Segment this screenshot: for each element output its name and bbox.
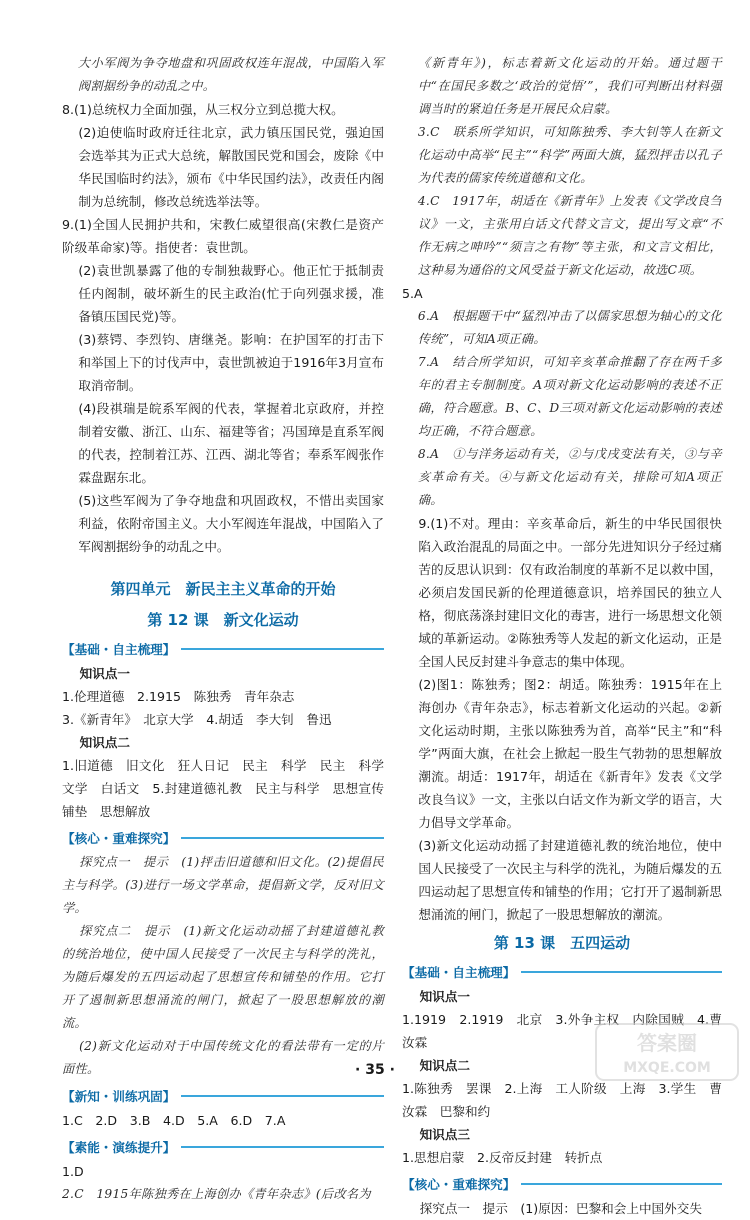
explore-point: 探究点二 提示 (1)新文化运动动摇了封建道德礼教的统治地位，使中国人民接受了一次民主与科学的洗礼，为随后爆发的五四运动起了思想宣传和铺垫的作用。它打开了遏制新思想涌流的闸门，掀起了一股思想解放的潮流。 <box>62 924 384 1030</box>
section-rule <box>181 1146 384 1148</box>
section-label: 【核心・重难探究】 <box>402 1176 516 1192</box>
section-rule <box>521 1183 722 1185</box>
left-column <box>62 52 397 1206</box>
answer-text: 《新青年》)，标志着新文化运动的开始。通过题干中“在国民多数之‘政治的觉悟’”，我们可判断出材料强调当时的紧迫任务是开展民众启蒙。 <box>417 56 722 116</box>
section-basic <box>402 961 722 983</box>
section-rule <box>521 971 722 973</box>
explore-point: (2)新文化运动对于中国传统文化的看法带有一定的片面性。 <box>62 1039 384 1076</box>
explore-point: 探究点一 提示 (1)原因：巴黎和会上中国外交失 <box>419 1201 702 1216</box>
section-practice <box>62 1085 384 1107</box>
answer-item: 7.A 结合所学知识，可知辛亥革命推翻了存在两千多年的君主专制制度。A项对新文化运动影响的表述不正确，符合题意。B、C、D三项对新文化运动影响的表述均正确，不符合题意。 <box>417 355 722 438</box>
answer-item: 3.C 联系所学知识，可知陈独秀、李大钊等人在新文化运动中高举“民主”“科学”两面大旗，猛烈抨击以孔子为代表的儒家传统道德和文化。 <box>417 125 722 185</box>
knowledge-point-heading: 知识点二 <box>79 735 130 750</box>
page-number-value: 35 <box>365 1062 385 1078</box>
section-label: 【新知・训练巩固】 <box>62 1088 176 1104</box>
lesson-12-title: 第 12 课 新文化运动 <box>147 611 299 629</box>
section-rule <box>181 1095 384 1097</box>
knowledge-answers: 3.《新青年》 北京大学 4.胡适 李大钊 鲁迅 <box>62 712 332 727</box>
knowledge-point-heading: 知识点三 <box>419 1127 470 1142</box>
section-label: 【核心・重难探究】 <box>62 830 176 846</box>
knowledge-answers: 1.伦理道德 2.1915 陈独秀 青年杂志 <box>62 689 295 704</box>
answer-item: (2)图1：陈独秀；图2：胡适。陈独秀：1915年在上海创办《青年杂志》，标志着新文化运动的兴起。②新文化运动时期，主张以陈独秀为首，高举“民主”和“科学”两面大旗，在社会上掀起一股生气勃勃的思想解放潮流。胡适：1917年，胡适在《新青年》发表《文学改良刍议》一文，主张以白话文作为新文学的语言，大力倡导文学革命。 <box>418 677 722 830</box>
knowledge-point-heading: 知识点一 <box>79 666 130 681</box>
choice-answers: 1.C 2.D 3.B 4.D 5.A 6.D 7.A <box>62 1113 286 1128</box>
choice-answer: 2.C 1915年陈独秀在上海创办《青年杂志》(后改名为 <box>62 1187 371 1201</box>
answer-item: 8.(1)总统权力全面加强，从三权分立到总揽大权。 <box>62 102 344 117</box>
section-core <box>402 1173 722 1195</box>
knowledge-answers: 1.1919 2.1919 北京 3.外争主权 内除国贼 4.曹汝霖 <box>402 1012 722 1050</box>
answer-item: 8.A ①与洋务运动有关，②与戊戌变法有关，③与辛亥革命有关。④与新文化运动有关，排除可知A项正确。 <box>417 447 722 507</box>
answer-item: 6.A 根据题干中“猛烈冲击了以儒家思想为轴心的文化传统”，可知A项正确。 <box>417 309 722 346</box>
svg-text:答案圈: 答案圈 <box>637 1031 697 1055</box>
section-core <box>62 827 384 849</box>
page-number: · 35 · <box>355 1062 395 1078</box>
answer-item: 5.A <box>402 286 423 301</box>
knowledge-answers: 1.旧道德 旧文化 狂人日记 民主 科学 民主 科学 文学 白话文 5.封建道德礼教 民主与科学 思想宣传 铺垫 思想解放 <box>62 758 397 819</box>
answer-item: 9.(1)不对。理由：辛亥革命后，新生的中华民国很快陷入政治混乱的局面之中。一部分先进知识分子经过痛苦的反思认识到：仅有政治制度的革新不足以救中国，必须启发国民新的伦理道德意识，培养国民的独立人格，彻底荡涤封建旧文化的毒害，进行一场思想文化领域的革新运动。②陈独秀等人发起的新文化运动，正是全国人民反封建斗争意志的集中体现。 <box>418 516 722 669</box>
answer-item: (3)蔡锷、李烈钧、唐继尧。影响：在护国军的打击下和举国上下的讨伐声中，袁世凯被迫于1916年3月宣布取消帝制。 <box>78 332 384 393</box>
choice-answer: 1.D <box>62 1164 84 1179</box>
lesson-13-title: 第 13 课 五四运动 <box>493 934 631 952</box>
answer-item: (5)这些军阀为了争夺地盘和巩固政权，不惜出卖国家利益，依附帝国主义。大小军阀连年混战，中国陷入了军阀割据纷争的动乱之中。 <box>78 493 384 554</box>
answer-item: 4.C 1917年，胡适在《新青年》上发表《文学改良刍议》一文，主张用白话文代替文言文，提出写文章“不作无病之呻吟”“须言之有物”等主张，和文言文相比，这种易为通俗的文风受益于新文化运动，故选C项。 <box>417 194 722 277</box>
answer-item: (3)新文化运动动摇了封建道德礼教的统治地位，使中国人民接受了一次民主与科学的洗礼，为随后爆发的五四运动起了思想宣传和铺垫的作用；它打开了遏制新思想涌流的闸门，掀起了一股思想解放的潮流。 <box>418 838 722 922</box>
answer-item: (2)袁世凯暴露了他的专制独裁野心。他正忙于抵制责任内阁制，破坏新生的民主政治(忙于向列强求援，准备镇压国民党)等。 <box>78 263 384 324</box>
answer-item: (2)迫使临时政府迁往北京，武力镇压国民党，强迫国会选举其为正式大总统，解散国民党和国会，废除《中华民国临时约法》，颁布《中华民国约法》，改责任内阁制为总统制，修改总统选举法等。 <box>78 125 384 209</box>
svg-text:MXQE.COM: MXQE.COM <box>623 1060 711 1076</box>
knowledge-point-heading: 知识点二 <box>419 1058 470 1073</box>
section-ability <box>62 1136 384 1158</box>
answer-item: (4)段祺瑞是皖系军阀的代表，掌握着北京政府，并控制着安徽、浙江、山东、福建等省；冯国璋是直系军阀的代表，控制着江苏、江西、湖北等省；奉系军阀张作霖盘踞东北。 <box>78 401 384 485</box>
section-basic <box>62 638 384 660</box>
knowledge-answers: 1.陈独秀 罢课 2.上海 工人阶级 上海 3.学生 曹汝霖 巴黎和约 <box>402 1081 722 1119</box>
explore-point: 探究点一 提示 (1)抨击旧道德和旧文化。(2)提倡民主与科学。(3)进行一场文学革命，提倡新文学，反对旧文学。 <box>62 855 384 915</box>
section-label: 【素能・演练提升】 <box>62 1139 176 1155</box>
section-rule <box>181 837 384 839</box>
section-label: 【基础・自主梳理】 <box>62 641 176 657</box>
section-label: 【基础・自主梳理】 <box>402 964 516 980</box>
answer-item: 9.(1)全国人民拥护共和，宋教仁威望很高(宋教仁是资产阶级革命家)等。指使者：袁世凯。 <box>62 217 384 255</box>
knowledge-point-heading: 知识点一 <box>419 989 470 1004</box>
knowledge-answers: 1.思想启蒙 2.反帝反封建 转折点 <box>402 1150 603 1165</box>
answer-text: 大小军阀为争夺地盘和巩固政权连年混战，中国陷入军阀割据纷争的动乱之中。 <box>77 56 384 93</box>
unit-title: 第四单元 新民主主义革命的开始 <box>110 580 336 598</box>
section-rule <box>181 648 384 650</box>
